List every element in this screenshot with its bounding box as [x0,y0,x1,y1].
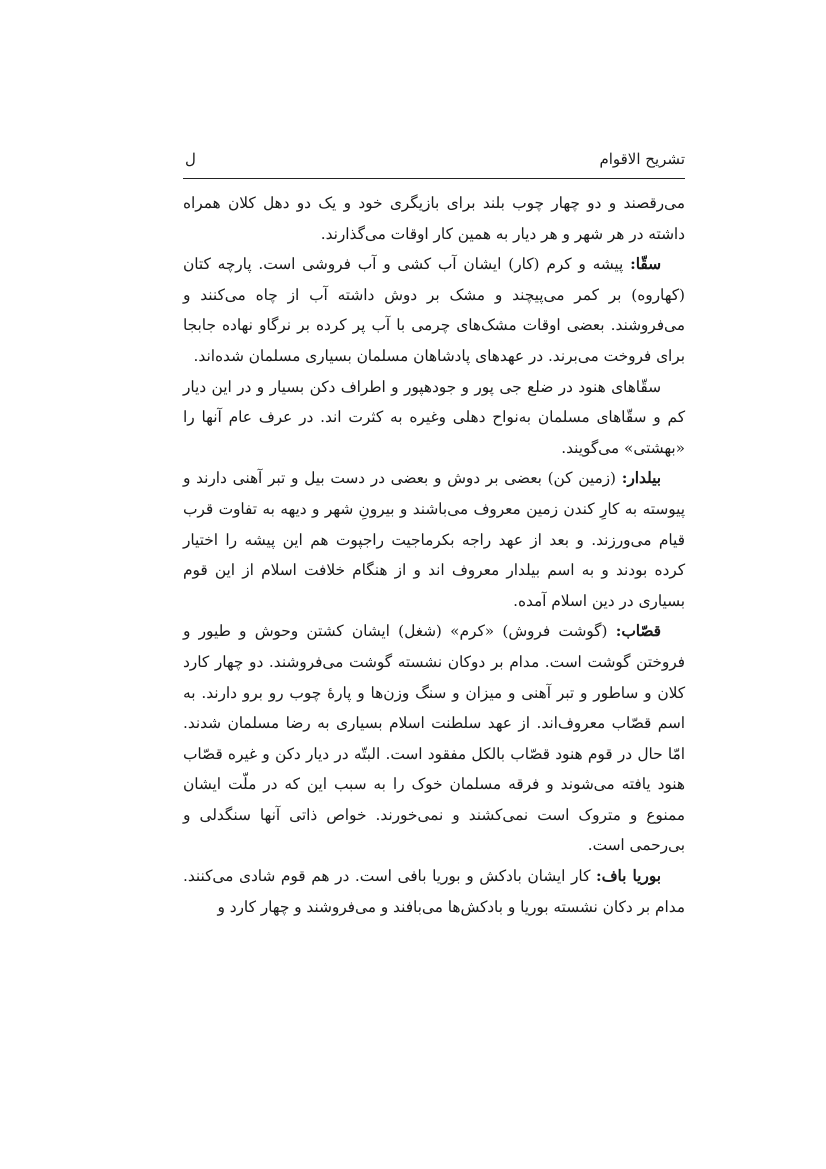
running-title: تشریح الاقوام [599,150,685,168]
body-text [183,188,685,922]
paragraph-text: پیشه و کرم (کار) ایشان آب کشی و آب فروشی است. پارچه کتان (کهاروه) بر کمر می‌پیچند و مشک بر دوش داشته آب از چاه می‌کنند و می‌فروشند. بعضی اوقات مشک‌های چرمی با آب پر کرده بر نرگاو نهاده جابجا برای فروخت می‌برند. در عهدهای پادشاهان مسلمان بسیاری مسلمان شده‌اند. [183,255,685,365]
paragraph-continuation [183,188,685,249]
paragraph-text: (زمین کن) بعضی بر دوش و بعضی در دست بیل و تبر آهنی دارند و پیوسته به کارِ کندن زمین معروف می‌باشند و بیرونِ شهر و دیهه به تفاوت قرب قیام می‌ورزند. و بعد از عهد راجه بکرماجیت راجپوت هم این پیشه را اختیار کرده بودند و به اسم بیلدار معروف اند و از هنگام خلافت اسلام از این قوم بسیاری در دین اسلام آمده. [183,469,685,610]
paragraph-text: سقّاهای هنود در ضلع جی پور و جودهپور و اطراف دکن بسیار و در این دیار کم و سقّاهای مسلمان به‌نواح دهلی وغیره به کثرت اند. در عرف عام آنها را «بهشتی» می‌گویند. [183,377,685,457]
paragraph-text: (گوشت فروش) «کرم» (شغل) ایشان کشتن وحوش و طیور و فروختن گوشت است. مدام بر دوکان نشسته گوشت می‌فروشند. دو چهار کارد کلان و ساطور و تبر آهنی و میزان و سنگ وزن‌ها و پارهٔ چوب رو برو دارند. به اسم قصّاب معروف‌اند. از عهد سلطنت اسلام بسیاری به رضا مسلمان شدند. امّا حال در قوم هنود قصّاب بالکل مفقود است. البتّه در دیار دکن و غیره قصّاب هنود یافته می‌شوند و فرقه مسلمان خوک را به سبب این که در ملّت ایشان ممنوع و متروک است نمی‌کشند و نمی‌خورند. خواص ذاتی آنها سنگدلی و بی‌رحمی است. [183,622,685,855]
paragraph-saqqa-hunud [183,372,685,464]
paragraph-text: می‌رقصند و دو چهار چوب بلند برای بازیگری خود و یک دو دهل کلان همراه داشته در هر شهر و هر دیار به همین کار اوقات می‌گذارند. [183,194,685,243]
entry-term: بوریا باف: [596,867,661,886]
header-rule [183,178,685,179]
paragraph-beldar [183,463,685,616]
paragraph-saqqa [183,249,685,371]
entry-term: قصّاب: [615,622,661,641]
paragraph-boriya-baf [183,861,685,922]
page-number: ل [185,150,196,168]
entry-term: سقّا: [630,255,661,274]
entry-term: بیلدار: [621,469,661,488]
paragraph-qassab [183,616,685,861]
running-header [183,150,685,176]
paragraph-text: کار ایشان بادکش و بوریا بافی است. در هم قوم شادی می‌کنند. مدام بر دکان نشسته بوریا و بادکش‌ها می‌بافند و می‌فروشند و چهار کارد و [183,867,685,916]
